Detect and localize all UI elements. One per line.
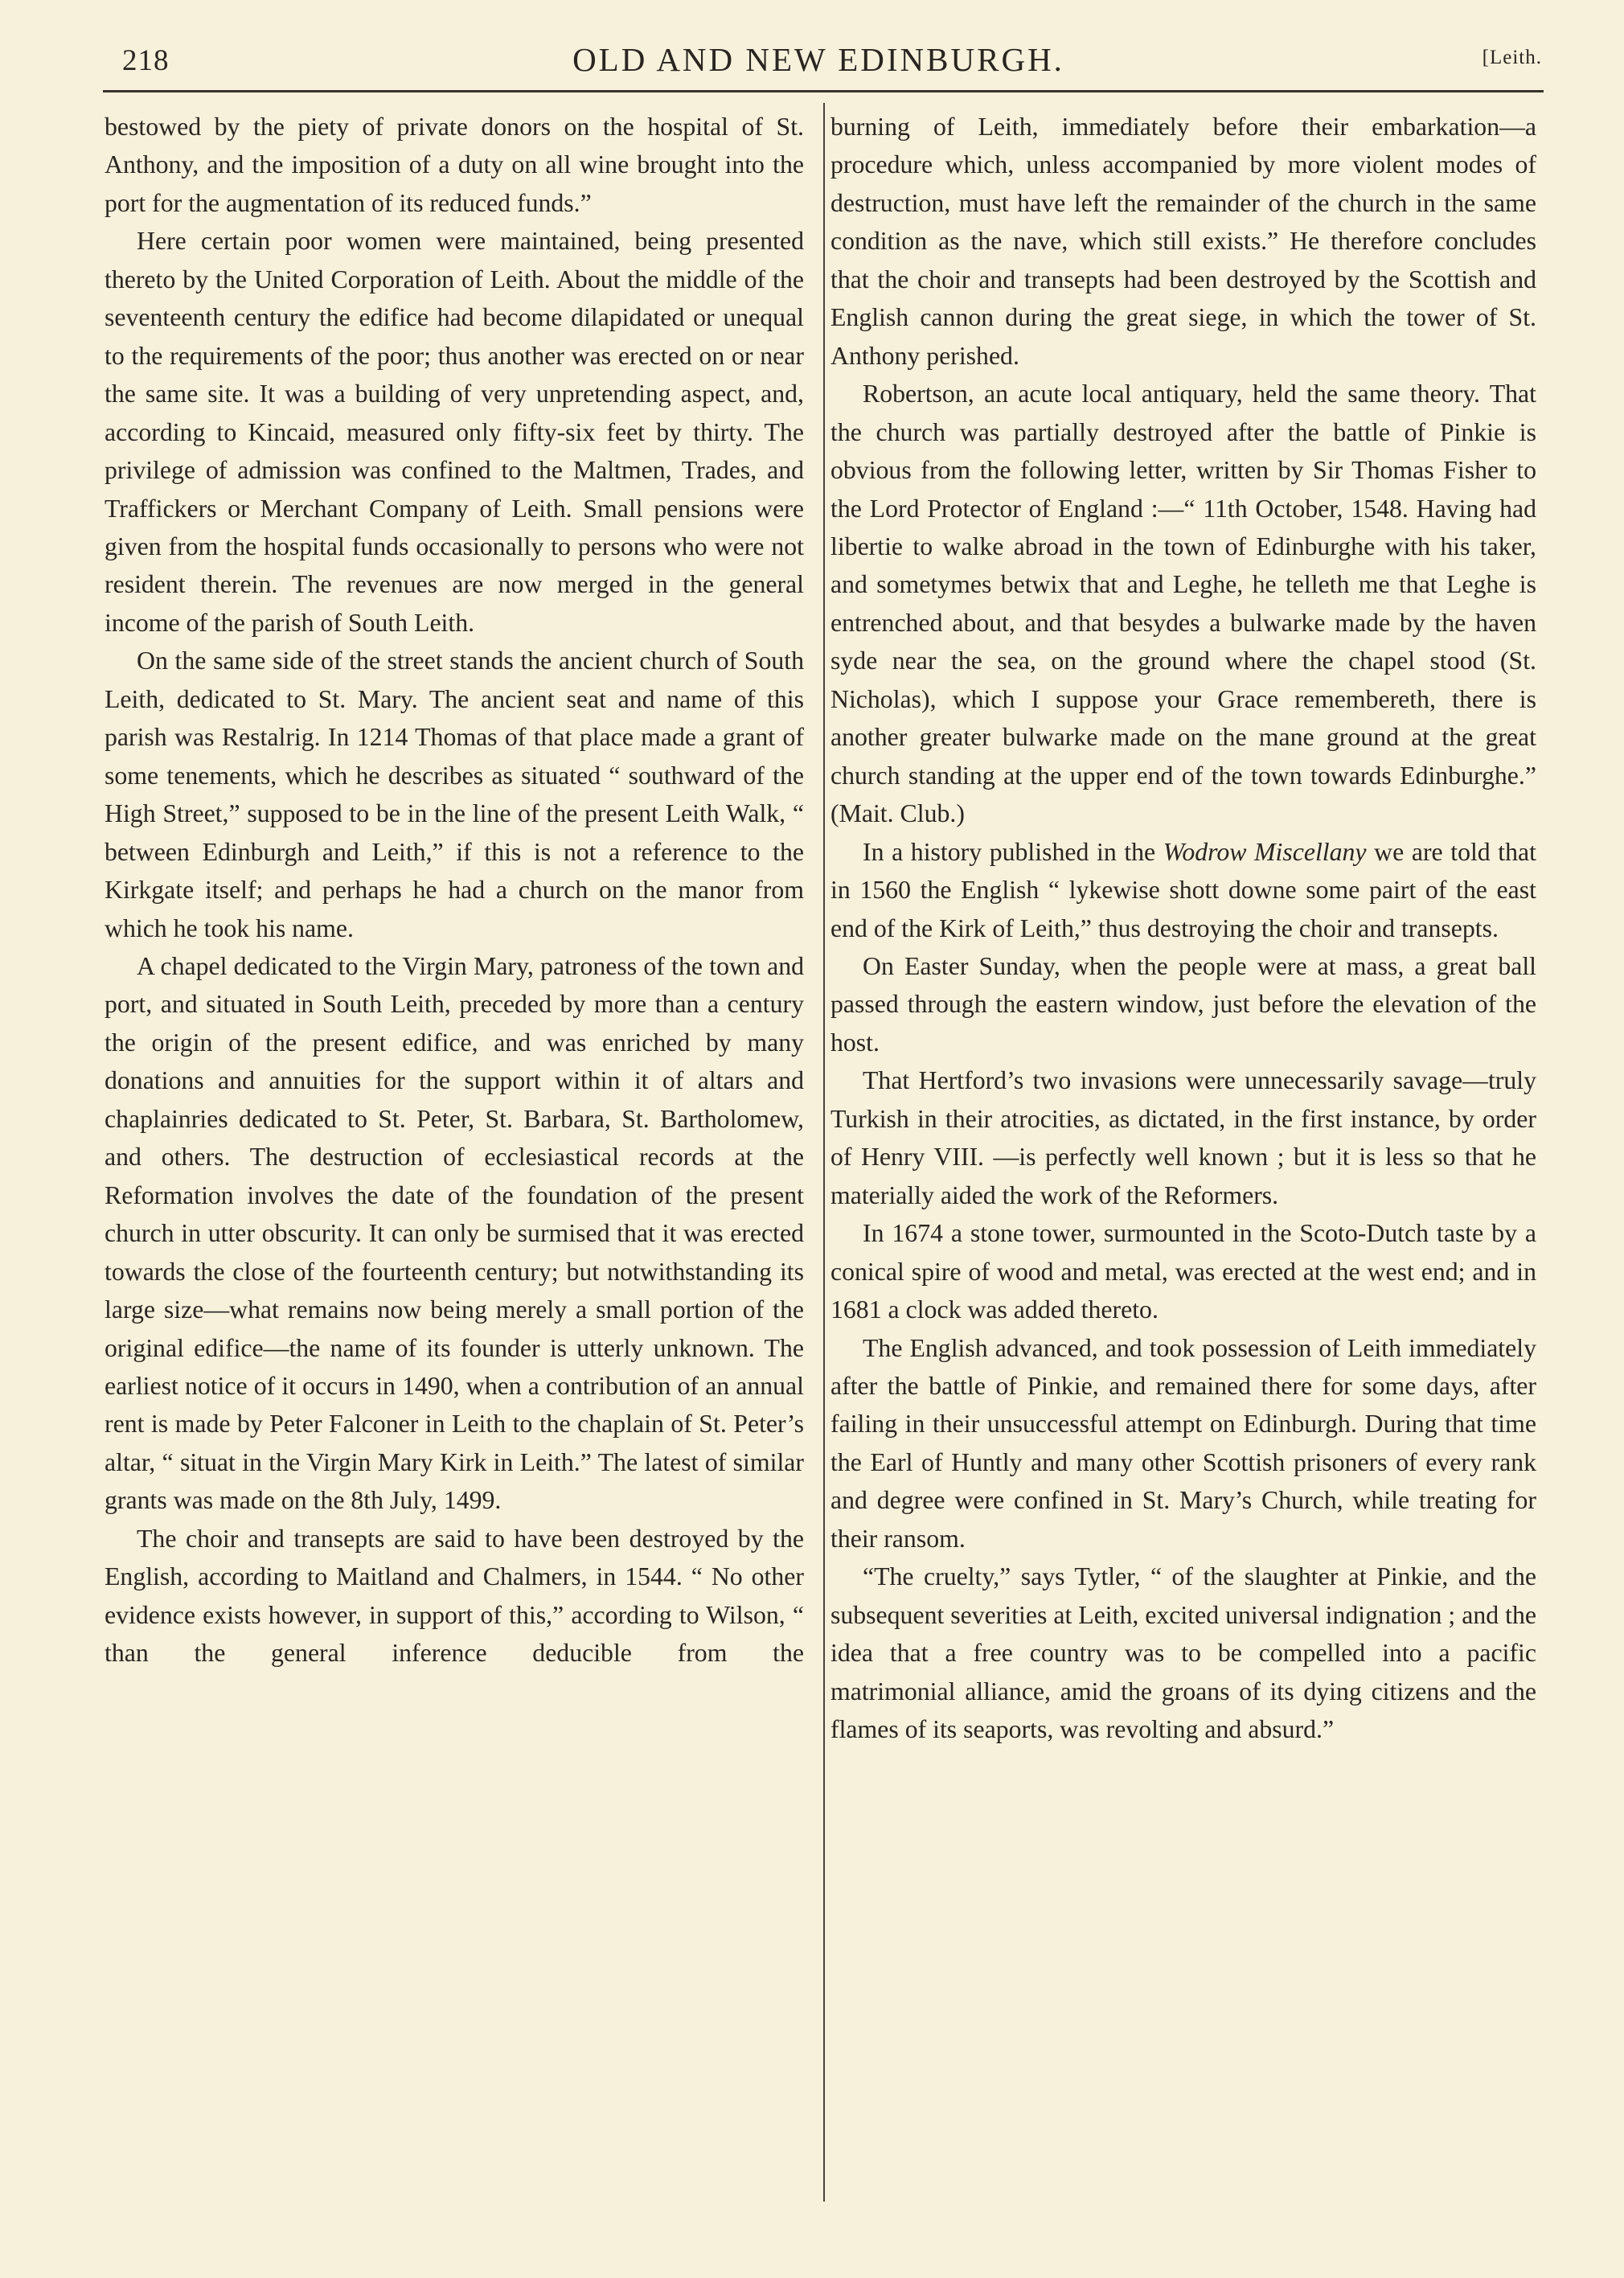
paragraph bbox=[830, 833, 1536, 947]
paragraph: Here certain poor women were maintained, being presented thereto by the United Corporation of Leith. About the middle of the seventeenth century the edifice had become dilapidated or unequal to the requirements of the poor; thus another was erected on or near the same site. It was a building of very unpretending aspect, and, according to Kincaid, measured only fifty-six feet by thirty. The privilege of admission was confined to the Maltmen, Trades, and Traffickers or Merchant Company of Leith. Small pensions were given from the hospital funds occasionally to persons who were not resident therein. The revenues are now merged in the general income of the parish of South Leith. bbox=[105, 227, 804, 637]
paragraph: That Hertford’s two invasions were unnecessarily savage—truly Turkish in their atrocities, as dictated, in the first instance, by order of Henry VIII. —is perfectly well known ; but it is less so that he materially aided the work of the Reformers. bbox=[830, 1066, 1536, 1209]
paragraph: A chapel dedicated to the Virgin Mary, patroness of the town and port, and situated in South Leith, preceded by more than a century the origin of the present edifice, and was enriched by many donations and annuities for the support within it of altars and chaplainries dedicated to St. Peter, St. Barbara, St. Bartholomew, and others. The destruction of ecclesiastical records at the Reformation involves the date of the foundation of the present church in utter obscurity. It can only be surmised that it was erected towards the close of the fourteenth century; but notwithstanding its large size—what remains now being merely a small portion of the original edifice—the name of its founder is utterly unknown. The earliest notice of it occurs in 1490, when a contribution of an annual rent is made by Peter Falconer in Leith to the chaplain of St. Peter’s altar, “ situat in the Virgin Mary Kirk in Leith.” The latest of similar grants was made on the 8th July, 1499. bbox=[105, 951, 804, 1515]
paragraph: On the same side of the street stands the ancient church of South Leith, dedicated to St. Mary. The ancient seat and name of this parish was Restalrig. In 1214 Thomas of that place made a grant of some tenements, which he describes as situated “ southward of the High Street,” supposed to be in the line of the present Leith Walk, “ between Edinburgh and Leith,” if this is not a reference to the Kirkgate itself; and perhaps he had a church on the manor from which he took his name. bbox=[105, 646, 804, 942]
paragraph: burning of Leith, immediately before their embarkation—a procedure which, unless accompanied by more violent modes of destruction, must have left the remainder of the church in the same condition as the nave, which still exists.” He therefore concludes that the choir and transepts had been destroyed by the Scottish and English cannon during the great siege, in which the tower of St. Anthony perished. bbox=[830, 113, 1536, 370]
section-tag: [Leith. bbox=[1482, 47, 1542, 68]
paragraph-text: we are told that in 1560 the English “ lykewise shott downe some pairt of the east end of the Kirk of Leith,” thus destroying the choir and transepts. bbox=[830, 837, 1536, 942]
italic-title: Wodrow Miscellany bbox=[1163, 837, 1367, 866]
paragraph: bestowed by the piety of private donors on the hospital of St. Anthony, and the imposition of a duty on all wine brought into the port for the augmentation of its reduced funds.” bbox=[105, 113, 804, 217]
paragraph: Robertson, an acute local antiquary, held the same theory. That the church was partially destroyed after the battle of Pinkie is obvious from the following letter, written by Sir Thomas Fisher to the Lord Protector of England :—“ 11th October, 1548. Having had libertie to walke abroad in the town of Edinburghe with his taker, and sometymes betwix that and Leghe, he telleth me that Leghe is entrenched about, and that besydes a bulwarke made by the haven syde near the sea, on the ground where the chapel stood (St. Nicholas), which I suppose your Grace remembereth, there is another greater bulwarke made on the mane ground at the great church standing at the upper end of the town towards Edinburghe.” (Mait. Club.) bbox=[830, 380, 1536, 828]
paragraph: The English advanced, and took possession of Leith immediately after the battle of Pinkie, and remained there for some days, after failing in their unsuccessful attempt on Edinburgh. During that time the Earl of Huntly and many other Scottish prisoners of every rank and degree were confined in St. Mary’s Church, while treating for their ransom. bbox=[830, 1333, 1536, 1553]
page-header bbox=[103, 34, 1542, 82]
right-column bbox=[830, 108, 1536, 1748]
paragraph: On Easter Sunday, when the people were at mass, a great ball passed through the eastern window, just before the elevation of the host. bbox=[830, 951, 1536, 1057]
left-column bbox=[105, 108, 804, 1673]
header-rule bbox=[103, 90, 1544, 92]
paragraph: In 1674 a stone tower, surmounted in the Scoto-Dutch taste by a conical spire of wood and metal, was erected at the west end; and in 1681 a clock was added thereto. bbox=[830, 1219, 1536, 1324]
running-title: OLD AND NEW EDINBURGH. bbox=[572, 41, 1064, 78]
page-number: 218 bbox=[122, 44, 170, 77]
paragraph: “The cruelty,” says Tytler, “ of the slaughter at Pinkie, and the subsequent severities at Leith, excited universal indignation ; and the idea that a free country was to be compelled into a pacific matrimonial alliance, amid the groans of its dying citizens and the flames of its seaports, was revolting and absurd.” bbox=[830, 1562, 1536, 1744]
paragraph-text: In a history published in the bbox=[863, 837, 1163, 866]
column-divider bbox=[823, 103, 825, 2202]
paragraph: The choir and transepts are said to have been destroyed by the English, according to Maitland and Chalmers, in 1544. “ No other evidence exists however, in support of this,” according to Wilson, “ than the general inference deducible from the bbox=[105, 1524, 804, 1668]
